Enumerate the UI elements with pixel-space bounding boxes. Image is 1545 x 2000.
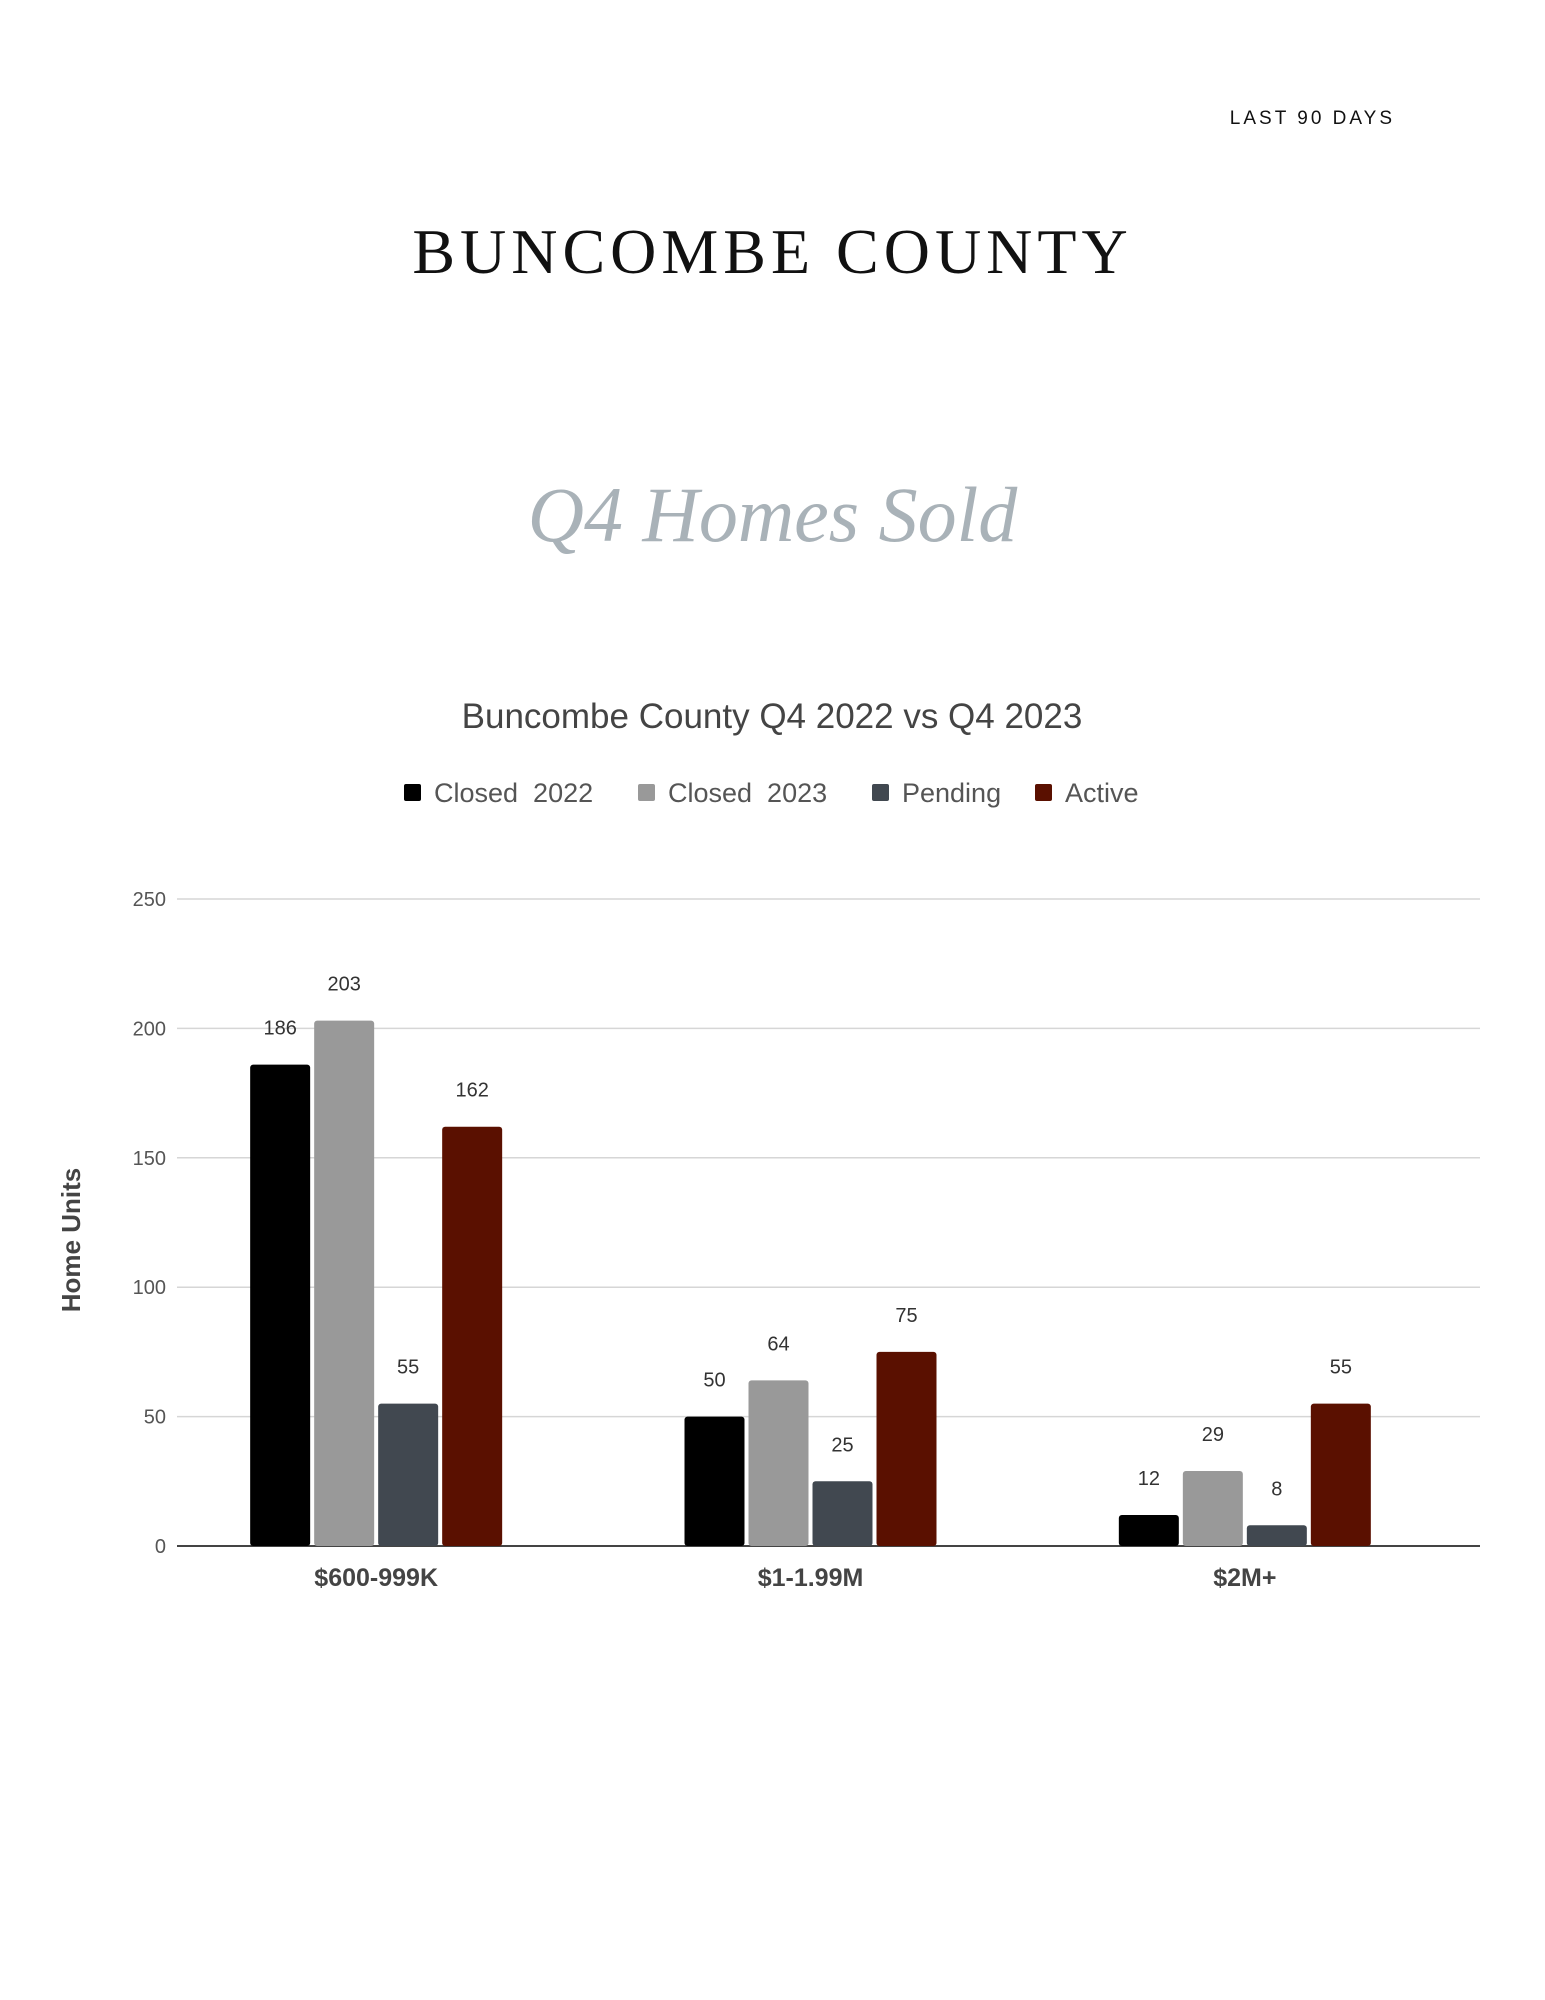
y-axis-label: Home Units [56,1167,86,1313]
bar-chart [0,680,1545,1620]
period-label: LAST 90 DAYS [1229,108,1395,129]
page-title: BUNCOMBE COUNTY [412,216,1133,287]
bar [442,1127,502,1546]
data-label: 25 [831,1434,854,1457]
bar [749,1380,809,1546]
y-tick-label: 150 [132,1147,166,1170]
bar [378,1404,438,1546]
data-label: 8 [1271,1478,1283,1501]
legend-label: Active [1065,778,1139,808]
bar [685,1417,745,1546]
bar [813,1481,873,1546]
legend-label: Closed 2023 [668,778,828,808]
data-label: 29 [1201,1423,1224,1446]
data-label: 55 [1329,1356,1352,1379]
y-axis-ticks [133,889,166,1558]
data-label: 50 [703,1369,726,1392]
data-label: 12 [1137,1467,1160,1490]
chart-title: Buncombe County Q4 2022 vs Q4 2023 [461,697,1083,736]
x-category-label: $2M+ [1213,1564,1277,1592]
data-label: 162 [455,1079,489,1102]
legend-swatch [404,784,421,801]
data-label: 75 [895,1304,918,1327]
legend-label: Closed 2022 [434,778,594,808]
chart-bars [250,1021,1371,1546]
legend-swatch [1035,784,1052,801]
x-category-label: $600-999K [314,1564,439,1592]
bar [250,1065,310,1546]
section-subtitle: Q4 Homes Sold [527,471,1018,558]
y-tick-label: 50 [143,1406,166,1429]
legend-swatch [638,784,655,801]
data-label: 203 [327,973,361,996]
legend-label: Pending [902,778,1002,808]
bar [1311,1404,1371,1546]
bar [877,1352,937,1546]
y-tick-label: 0 [154,1536,166,1558]
y-tick-label: 200 [132,1018,166,1041]
bar [1183,1471,1243,1546]
x-axis-categories [314,1564,1276,1592]
bar [1119,1515,1179,1546]
y-tick-label: 100 [132,1277,166,1300]
legend-swatch [872,784,889,801]
y-tick-label: 250 [132,889,166,911]
x-category-label: $1-1.99M [757,1564,864,1592]
data-label: 64 [767,1333,790,1356]
chart-legend [404,778,1139,808]
bar [1247,1525,1307,1546]
data-label: 55 [397,1356,420,1379]
data-label: 186 [263,1017,297,1040]
bar [314,1021,374,1546]
